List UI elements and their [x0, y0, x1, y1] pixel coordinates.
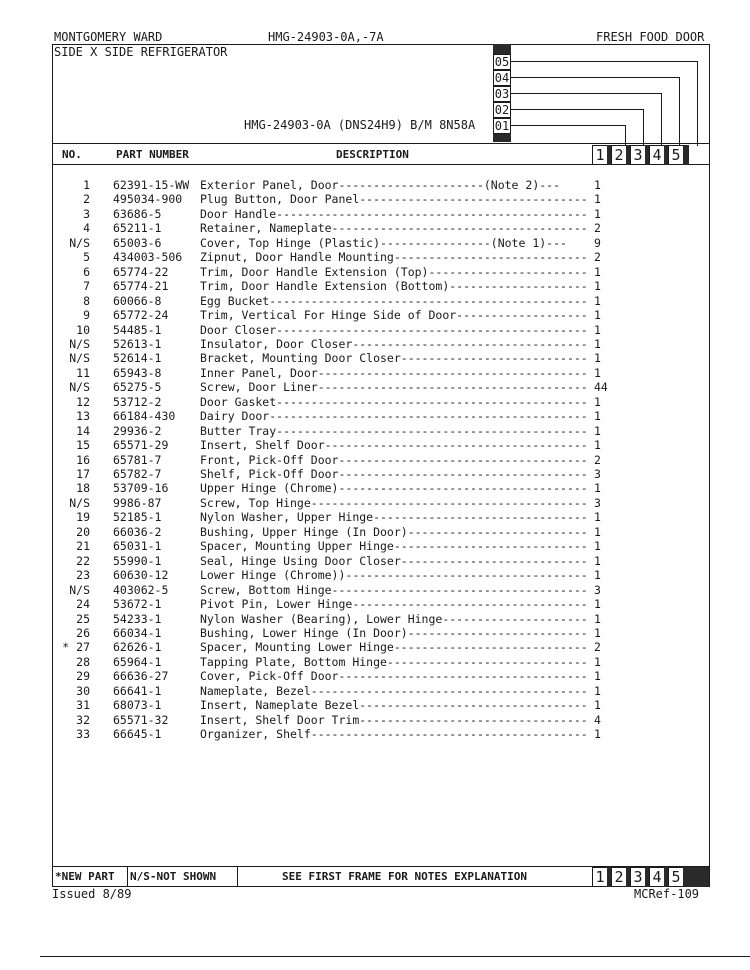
frame-separator — [683, 867, 709, 887]
part-number: 52614-1 — [113, 351, 162, 366]
description: Butter Tray--------------------------------------------- — [200, 423, 588, 438]
description: Spacer, Mounting Lower Hinge---------------------------- — [200, 640, 588, 655]
part-number: 65275-5 — [113, 380, 162, 395]
row-number: * 27 — [62, 640, 90, 655]
frame-label-02: 02 — [494, 103, 510, 117]
row-number: 20 — [76, 524, 90, 539]
description: Nameplate, Bezel---------------------------------------- — [200, 683, 588, 698]
row-number: 4 — [83, 221, 90, 236]
frame-label-04: 04 — [494, 71, 510, 85]
part-number: 29936-2 — [113, 423, 162, 438]
row-number: 14 — [76, 423, 90, 438]
description: Dairy Door---------------------------------------------- — [200, 409, 588, 424]
part-number: 52613-1 — [113, 336, 162, 351]
description: Screw, Bottom Hinge------------------------------------- — [200, 582, 588, 597]
quantity: 1 — [594, 279, 601, 294]
row-number: 31 — [76, 698, 90, 713]
quantity: 1 — [594, 553, 601, 568]
quantity: 1 — [594, 264, 601, 279]
quantity: 1 — [594, 394, 601, 409]
part-number: 53709-16 — [113, 481, 169, 496]
quantity: 1 — [594, 293, 601, 308]
row-number: N/S — [69, 235, 90, 250]
quantity: 2 — [594, 221, 601, 236]
description: Lower Hinge (Chrome))----------------------------------- — [200, 568, 588, 583]
row-number: 3 — [83, 206, 90, 221]
quantity: 4 — [594, 712, 601, 727]
page-bottom-rule — [40, 956, 750, 957]
left-border — [52, 44, 53, 887]
frame-label-03: 03 — [494, 87, 510, 101]
row-number: 16 — [76, 452, 90, 467]
part-number: 62626-1 — [113, 640, 162, 655]
part-number: 62391-15-WW — [113, 178, 190, 192]
description: Trim, Door Handle Extension (Bottom)-------------------- — [200, 279, 588, 294]
quantity: 1 — [594, 698, 601, 713]
part-number: 65782-7 — [113, 467, 162, 481]
row-number: 17 — [76, 467, 90, 481]
quantity: 3 — [594, 495, 601, 510]
row-number: 1 — [83, 178, 90, 192]
description: Door Closer--------------------------------------------- — [200, 322, 588, 337]
frame-number-1: 1 — [592, 145, 608, 165]
row-number: 11 — [76, 365, 90, 380]
description: Organizer, Shelf---------------------------------------- — [200, 727, 588, 742]
row-number: N/S — [69, 380, 90, 395]
description: Trim, Vertical For Hinge Side of Door------------------- — [200, 308, 588, 323]
quantity: 1 — [594, 308, 601, 323]
description: Egg Bucket---------------------------------------------- — [200, 293, 588, 308]
row-number: 28 — [76, 654, 90, 669]
part-number: 65571-29 — [113, 438, 169, 453]
row-number: 9 — [83, 308, 90, 323]
description: Screw, Top Hinge---------------------------------------- — [200, 495, 588, 510]
quantity: 2 — [594, 640, 601, 655]
part-number: 52185-1 — [113, 510, 162, 525]
quantity: 2 — [594, 452, 601, 467]
part-number: 63686-5 — [113, 206, 162, 221]
frame-separator — [683, 145, 689, 165]
frame-number-5-bottom: 5 — [668, 867, 684, 887]
notes-legend: SEE FIRST FRAME FOR NOTES EXPLANATION — [282, 870, 528, 883]
bracket-04-drop — [679, 77, 680, 146]
part-number: 65003-6 — [113, 235, 162, 250]
description: Retainer, Nameplate------------------------------------- — [200, 221, 588, 236]
part-number: 53712-2 — [113, 394, 162, 409]
part-number: 403062-5 — [113, 582, 169, 597]
frame-stack-base — [493, 134, 511, 142]
quantity: 2 — [594, 250, 601, 265]
part-number: 65774-21 — [113, 279, 169, 294]
quantity: 1 — [594, 597, 601, 612]
row-number: 29 — [76, 669, 90, 684]
part-number: 66641-1 — [113, 683, 162, 698]
description: Cover, Top Hinge (Plastic)----------------(Note 1)--- — [200, 235, 567, 250]
frame-label-01: 01 — [494, 119, 510, 133]
part-number: 66645-1 — [113, 727, 162, 742]
part-number: 68073-1 — [113, 698, 162, 713]
bracket-03 — [511, 93, 661, 94]
quantity: 1 — [594, 568, 601, 583]
row-number: 25 — [76, 611, 90, 626]
description: Bracket, Mounting Door Closer--------------------------- — [200, 351, 588, 366]
bracket-05-drop — [697, 61, 698, 146]
product-title: SIDE X SIDE REFRIGERATOR — [54, 45, 228, 59]
row-number: 13 — [76, 409, 90, 424]
part-number: 60066-8 — [113, 293, 162, 308]
description: Inner Panel, Door--------------------------------------- — [200, 365, 588, 380]
frame-number-4: 4 — [649, 145, 665, 165]
row-number: 30 — [76, 683, 90, 698]
quantity: 1 — [594, 409, 601, 424]
description: Exterior Panel, Door---------------------(Note 2)--- — [200, 178, 561, 192]
frame-number-4-bottom: 4 — [649, 867, 665, 887]
right-border — [709, 44, 710, 887]
description: Bushing, Upper Hinge (In Door)-------------------------- — [200, 524, 588, 539]
footer-divider-2 — [237, 866, 238, 886]
row-number: 10 — [76, 322, 90, 337]
description: Tapping Plate, Bottom Hinge----------------------------- — [200, 654, 588, 669]
description: Seal, Hinge Using Door Closer--------------------------- — [200, 553, 588, 568]
frame-number-3: 3 — [630, 145, 646, 165]
quantity: 3 — [594, 467, 601, 481]
bracket-04 — [511, 77, 679, 78]
new-part-legend: *NEW PART — [55, 870, 115, 883]
quantity: 1 — [594, 727, 601, 742]
manufacturer: MONTGOMERY WARD — [54, 30, 163, 44]
row-number: 23 — [76, 568, 90, 583]
row-number: N/S — [69, 495, 90, 510]
row-number: 26 — [76, 625, 90, 640]
quantity: 9 — [594, 235, 601, 250]
description: Nylon Washer, Upper Hinge------------------------------- — [200, 510, 588, 525]
quantity: 1 — [594, 481, 601, 496]
part-number: 9986-87 — [113, 495, 162, 510]
quantity: 1 — [594, 365, 601, 380]
part-number: 66034-1 — [113, 625, 162, 640]
part-number: 65571-32 — [113, 712, 169, 727]
part-number: 65964-1 — [113, 654, 162, 669]
row-number: 33 — [76, 727, 90, 742]
description: Screw, Door Liner--------------------------------------- — [200, 380, 588, 395]
description: Zipnut, Door Handle Mounting---------------------------- — [200, 250, 588, 265]
description: Insert, Nameplate Bezel--------------------------------- — [200, 698, 588, 713]
section-title: FRESH FOOD DOOR — [596, 30, 705, 44]
bracket-02-drop — [643, 109, 644, 146]
column-part-number: PART NUMBER — [116, 148, 189, 161]
model-code: HMG-24903-0A,-7A — [268, 30, 384, 44]
quantity: 1 — [594, 510, 601, 525]
description: Door Gasket--------------------------------------------- — [200, 394, 588, 409]
description: Plug Button, Door Panel--------------------------------- — [200, 192, 588, 207]
row-number: 19 — [76, 510, 90, 525]
frame-number-5: 5 — [668, 145, 684, 165]
part-number: 65772-24 — [113, 308, 169, 323]
frame-number-2: 2 — [611, 145, 627, 165]
row-number: 6 — [83, 264, 90, 279]
quantity: 1 — [594, 625, 601, 640]
part-number: 55990-1 — [113, 553, 162, 568]
bracket-02 — [511, 109, 643, 110]
row-number: 21 — [76, 539, 90, 554]
part-number: 65943-8 — [113, 365, 162, 380]
frame-stack-cap — [493, 44, 511, 54]
row-number: N/S — [69, 351, 90, 366]
part-number: 53672-1 — [113, 597, 162, 612]
part-number: 65781-7 — [113, 452, 162, 467]
reference-code: MCRef-109 — [634, 887, 700, 901]
row-number: 7 — [83, 279, 90, 294]
quantity: 1 — [594, 336, 601, 351]
row-number: 8 — [83, 293, 90, 308]
part-number: 66636-27 — [113, 669, 169, 684]
row-number: 32 — [76, 712, 90, 727]
bracket-05 — [511, 61, 697, 62]
row-number: 24 — [76, 597, 90, 612]
row-number: 22 — [76, 553, 90, 568]
description: Insert, Shelf Door-------------------------------------- — [200, 438, 588, 453]
description: Front, Pick-Off Door------------------------------------ — [200, 452, 588, 467]
part-number: 434003-506 — [113, 250, 183, 265]
part-number: 60630-12 — [113, 568, 169, 583]
quantity: 1 — [594, 178, 601, 192]
column-no: NO. — [62, 148, 82, 161]
quantity: 1 — [594, 611, 601, 626]
quantity: 1 — [594, 539, 601, 554]
quantity: 44 — [594, 380, 608, 395]
row-number: 12 — [76, 394, 90, 409]
row-number: 5 — [83, 250, 90, 265]
part-number: 66184-430 — [113, 409, 176, 424]
row-number: N/S — [69, 582, 90, 597]
footer-divider-1 — [127, 866, 128, 886]
frame-number-3-bottom: 3 — [630, 867, 646, 887]
header-rule-top — [52, 143, 710, 144]
description: Spacer, Mounting Upper Hinge---------------------------- — [200, 539, 588, 554]
model-detail: HMG-24903-0A (DNS24H9) B/M 8N58A — [244, 118, 476, 132]
quantity: 3 — [594, 582, 601, 597]
row-number: N/S — [69, 336, 90, 351]
quantity: 1 — [594, 192, 601, 207]
description: Shelf, Pick-Off Door------------------------------------ — [200, 467, 588, 481]
part-number: 54485-1 — [113, 322, 162, 337]
row-number: 15 — [76, 438, 90, 453]
description: Upper Hinge (Chrome)------------------------------------ — [200, 481, 588, 496]
part-number: 66036-2 — [113, 524, 162, 539]
not-shown-legend: N/S-NOT SHOWN — [130, 870, 217, 883]
part-number: 65774-22 — [113, 264, 169, 279]
quantity: 1 — [594, 654, 601, 669]
description: Insulator, Door Closer---------------------------------- — [200, 336, 588, 351]
part-number: 65031-1 — [113, 539, 162, 554]
part-number: 65211-1 — [113, 221, 162, 236]
quantity: 1 — [594, 351, 601, 366]
bracket-03-drop — [661, 93, 662, 146]
bracket-01 — [511, 125, 625, 126]
quantity: 1 — [594, 322, 601, 337]
frame-number-1-bottom: 1 — [592, 867, 608, 887]
quantity: 1 — [594, 438, 601, 453]
quantity: 1 — [594, 423, 601, 438]
description: Bushing, Lower Hinge (In Door)-------------------------- — [200, 625, 588, 640]
description: Cover, Pick-Off Door------------------------------------ — [200, 669, 588, 684]
description: Insert, Shelf Door Trim--------------------------------- — [200, 712, 588, 727]
column-description: DESCRIPTION — [336, 148, 409, 161]
description: Pivot Pin, Lower Hinge---------------------------------- — [200, 597, 588, 612]
part-number: 54233-1 — [113, 611, 162, 626]
description: Trim, Door Handle Extension (Top)----------------------- — [200, 264, 588, 279]
issued-date: Issued 8/89 — [52, 887, 132, 901]
quantity: 1 — [594, 524, 601, 539]
quantity: 1 — [594, 683, 601, 698]
frame-number-2-bottom: 2 — [611, 867, 627, 887]
row-number: 18 — [76, 481, 90, 496]
part-number: 495034-900 — [113, 192, 183, 207]
description: Door Handle--------------------------------------------- — [200, 206, 588, 221]
description: Nylon Washer (Bearing), Lower Hinge--------------------- — [200, 611, 588, 626]
row-number: 2 — [83, 192, 90, 207]
quantity: 1 — [594, 669, 601, 684]
quantity: 1 — [594, 206, 601, 221]
frame-label-05: 05 — [494, 55, 510, 69]
